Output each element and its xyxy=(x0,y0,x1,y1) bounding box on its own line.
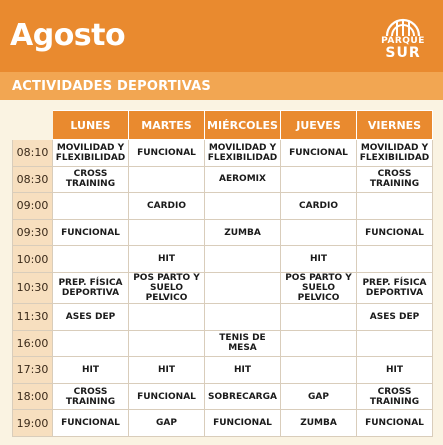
activity-cell: HIT xyxy=(281,246,357,273)
activity-cell xyxy=(281,219,357,246)
activity-cell: MOVILIDAD Y FLEXIBILIDAD xyxy=(53,140,129,167)
schedule-table xyxy=(12,110,433,437)
activity-cell: SOBRECARGA xyxy=(205,383,281,410)
activity-cell xyxy=(281,166,357,193)
activity-cell xyxy=(281,303,357,330)
activity-cell xyxy=(129,303,205,330)
activity-cell: HIT xyxy=(53,357,129,384)
corner-cell xyxy=(13,111,53,140)
schedule-row xyxy=(13,140,433,167)
activity-cell xyxy=(205,272,281,303)
schedule-row xyxy=(13,193,433,220)
time-cell: 10:00 xyxy=(13,246,53,273)
activity-cell: PREP. FÍSICA DEPORTIVA xyxy=(53,272,129,303)
activity-cell xyxy=(53,193,129,220)
schedule-row xyxy=(13,357,433,384)
time-cell: 09:30 xyxy=(13,219,53,246)
activity-cell: CROSS TRAINING xyxy=(357,166,433,193)
day-header-row xyxy=(13,111,433,140)
time-cell: 17:30 xyxy=(13,357,53,384)
activity-cell: GAP xyxy=(281,383,357,410)
day-header: VIERNES xyxy=(357,111,433,140)
activity-cell: FUNCIONAL xyxy=(129,140,205,167)
page-title: Agosto xyxy=(10,18,126,53)
activity-cell: POS PARTO Y SUELO PELVICO xyxy=(281,272,357,303)
activity-cell: FUNCIONAL xyxy=(281,140,357,167)
activity-cell xyxy=(129,219,205,246)
time-cell: 18:00 xyxy=(13,383,53,410)
time-cell: 10:30 xyxy=(13,272,53,303)
time-cell: 19:00 xyxy=(13,410,53,437)
activity-cell: FUNCIONAL xyxy=(129,383,205,410)
activity-cell: MOVILIDAD Y FLEXIBILIDAD xyxy=(357,140,433,167)
activity-cell: ASES DEP xyxy=(357,303,433,330)
time-cell: 08:10 xyxy=(13,140,53,167)
arch-logo-icon xyxy=(383,8,423,38)
parque-sur-logo xyxy=(377,8,429,66)
activity-cell xyxy=(205,246,281,273)
activity-cell xyxy=(205,193,281,220)
activity-cell: HIT xyxy=(129,357,205,384)
activity-cell: FUNCIONAL xyxy=(205,410,281,437)
activity-cell: MOVILIDAD Y FLEXIBILIDAD xyxy=(205,140,281,167)
day-header: MARTES xyxy=(129,111,205,140)
day-header: JUEVES xyxy=(281,111,357,140)
time-cell: 11:30 xyxy=(13,303,53,330)
activity-cell: GAP xyxy=(129,410,205,437)
day-header: MIÉRCOLES xyxy=(205,111,281,140)
schedule-row xyxy=(13,330,433,357)
section-subtitle: ACTIVIDADES DEPORTIVAS xyxy=(12,79,212,94)
activity-cell: ASES DEP xyxy=(53,303,129,330)
activity-cell: FUNCIONAL xyxy=(53,410,129,437)
activity-cell: TENIS DE MESA xyxy=(205,330,281,357)
activity-cell: POS PARTO Y SUELO PELVICO xyxy=(129,272,205,303)
activity-cell xyxy=(205,303,281,330)
activity-cell: CROSS TRAINING xyxy=(357,383,433,410)
activity-cell xyxy=(357,330,433,357)
schedule-row xyxy=(13,219,433,246)
schedule-row xyxy=(13,272,433,303)
activity-cell xyxy=(281,357,357,384)
activity-cell: FUNCIONAL xyxy=(53,219,129,246)
activity-cell xyxy=(281,330,357,357)
activity-cell: ZUMBA xyxy=(205,219,281,246)
activity-cell xyxy=(53,246,129,273)
activity-cell xyxy=(129,330,205,357)
activity-cell: CROSS TRAINING xyxy=(53,383,129,410)
activity-cell: CROSS TRAINING xyxy=(53,166,129,193)
time-cell: 09:00 xyxy=(13,193,53,220)
activity-cell xyxy=(357,193,433,220)
logo-line2: SUR xyxy=(385,45,421,61)
schedule-row xyxy=(13,410,433,437)
activity-cell xyxy=(357,246,433,273)
time-cell: 16:00 xyxy=(13,330,53,357)
activity-cell: AEROMIX xyxy=(205,166,281,193)
day-header: LUNES xyxy=(53,111,129,140)
activity-cell: FUNCIONAL xyxy=(357,410,433,437)
schedule-row xyxy=(13,246,433,273)
activity-cell: FUNCIONAL xyxy=(357,219,433,246)
activity-cell: PREP. FÍSICA DEPORTIVA xyxy=(357,272,433,303)
activity-cell: CARDIO xyxy=(129,193,205,220)
activity-cell: HIT xyxy=(205,357,281,384)
activity-cell xyxy=(53,330,129,357)
activity-cell: CARDIO xyxy=(281,193,357,220)
activity-cell: HIT xyxy=(129,246,205,273)
logo-line1: PARQUE xyxy=(381,36,425,46)
time-cell: 08:30 xyxy=(13,166,53,193)
schedule-row xyxy=(13,303,433,330)
schedule-row xyxy=(13,166,433,193)
activity-cell xyxy=(129,166,205,193)
activity-cell: HIT xyxy=(357,357,433,384)
activity-cell: ZUMBA xyxy=(281,410,357,437)
schedule-row xyxy=(13,383,433,410)
header-band xyxy=(0,0,443,72)
